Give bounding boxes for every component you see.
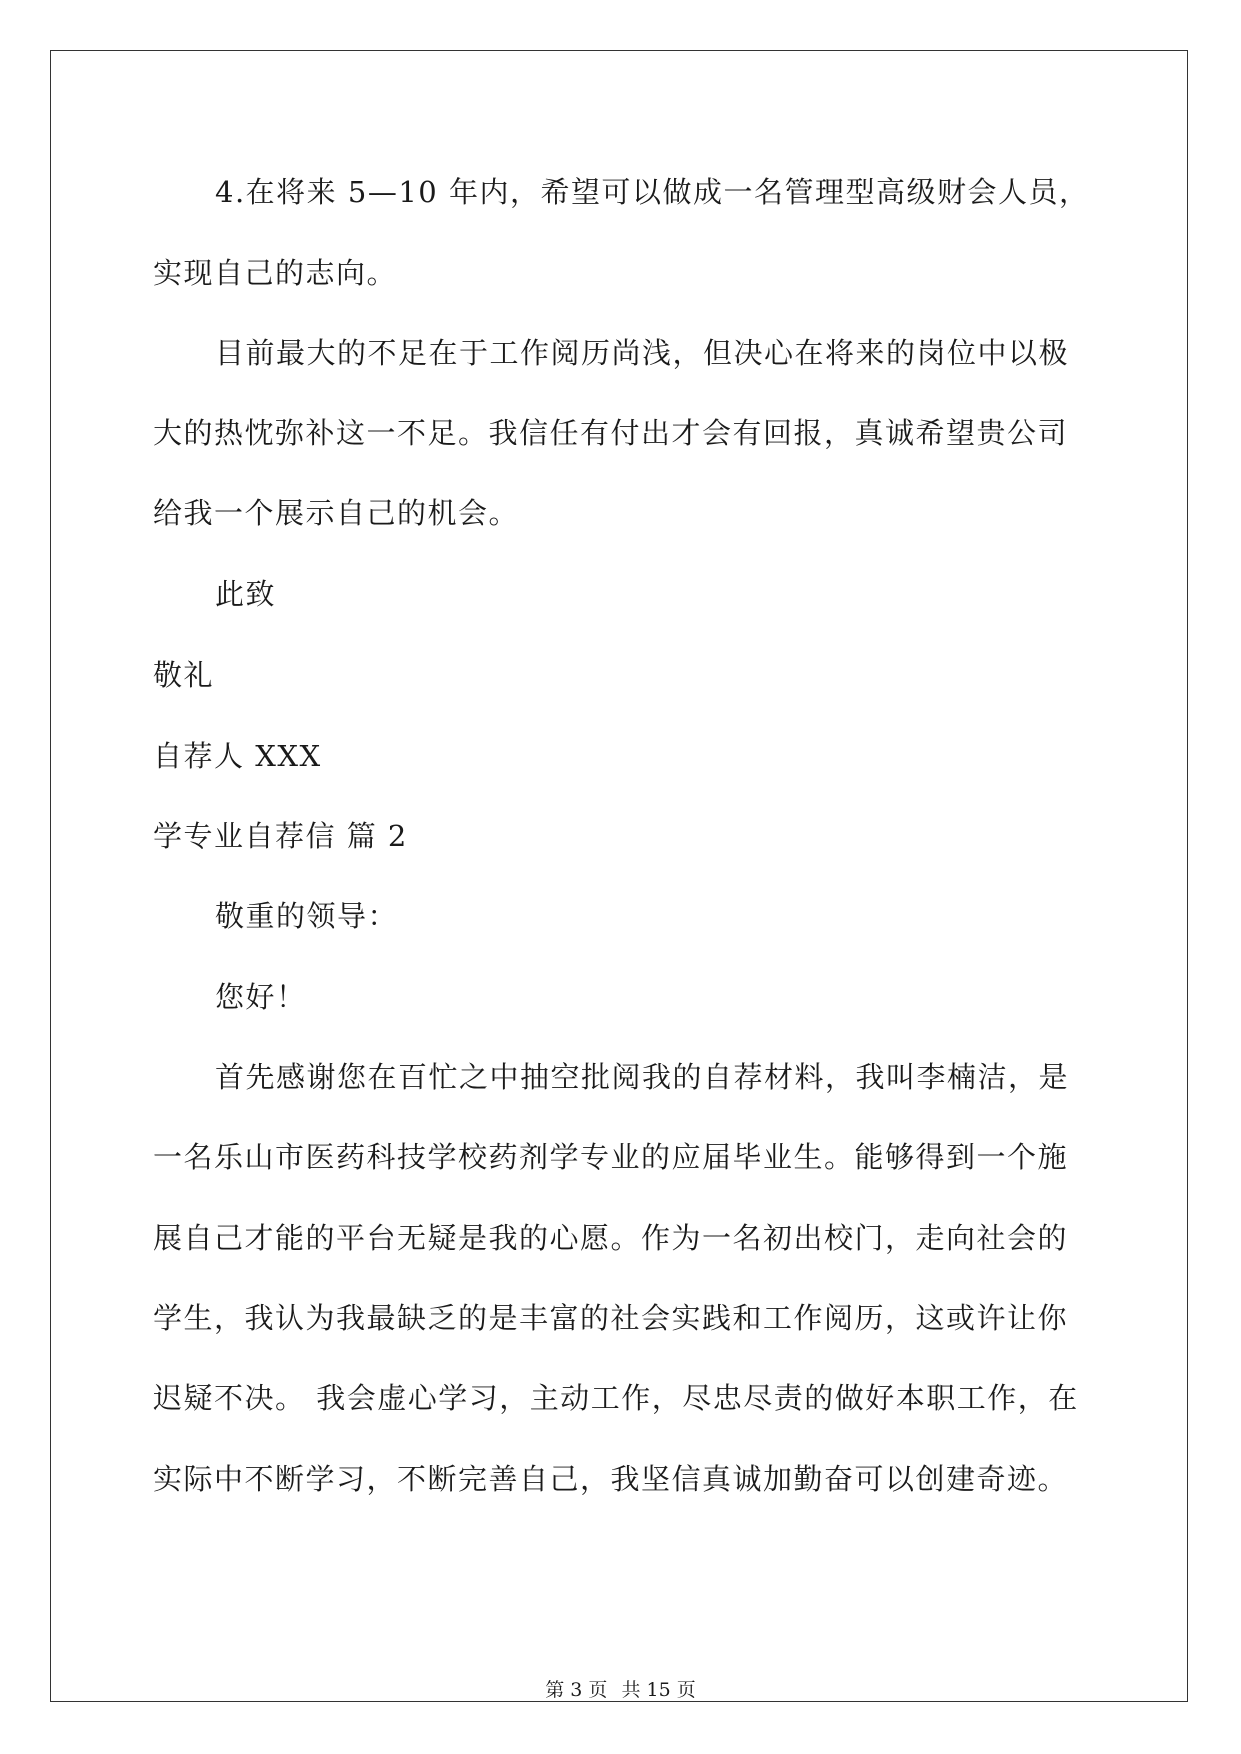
page-total: 共 15 页 [621,1679,696,1701]
paragraph-line: 4.在将来 5—10 年内，希望可以做成一名管理型高级财会人员， [215,175,1090,209]
paragraph-line: 一名乐山市医药科技学校药剂学专业的应届毕业生。能够得到一个施 [153,1140,1069,1174]
page-footer [0,1678,1241,1702]
closing-regards: 敬礼 [153,658,215,692]
section-title: 学专业自荐信 篇 2 [153,819,408,853]
paragraph-line: 迟疑不决。 我会虚心学习，主动工作，尽忠尽责的做好本职工作，在 [153,1381,1079,1415]
greeting-hello: 您好！ [215,980,307,1014]
page-border [50,50,1188,1702]
closing-salutation: 此致 [215,577,277,611]
greeting: 敬重的领导： [215,899,399,933]
paragraph-line: 学生，我认为我最缺乏的是丰富的社会实践和工作阅历，这或许让你 [153,1301,1069,1335]
paragraph-line: 目前最大的不足在于工作阅历尚浅，但决心在将来的岗位中以极 [215,336,1070,370]
paragraph-line: 展自己才能的平台无疑是我的心愿。作为一名初出校门，走向社会的 [153,1221,1069,1255]
paragraph-line: 首先感谢您在百忙之中抽空批阅我的自荐材料，我叫李楠洁，是 [215,1060,1070,1094]
paragraph-line: 大的热忱弥补这一不足。我信任有付出才会有回报，真诚希望贵公司 [153,416,1069,450]
paragraph-line: 实际中不断学习，不断完善自己，我坚信真诚加勤奋可以创建奇迹。 [153,1462,1069,1496]
paragraph-line: 给我一个展示自己的机会。 [153,496,520,530]
page-number: 第 3 页 [545,1679,608,1701]
signature: 自荐人 XXX [153,739,322,773]
paragraph-line: 实现自己的志向。 [153,256,398,290]
